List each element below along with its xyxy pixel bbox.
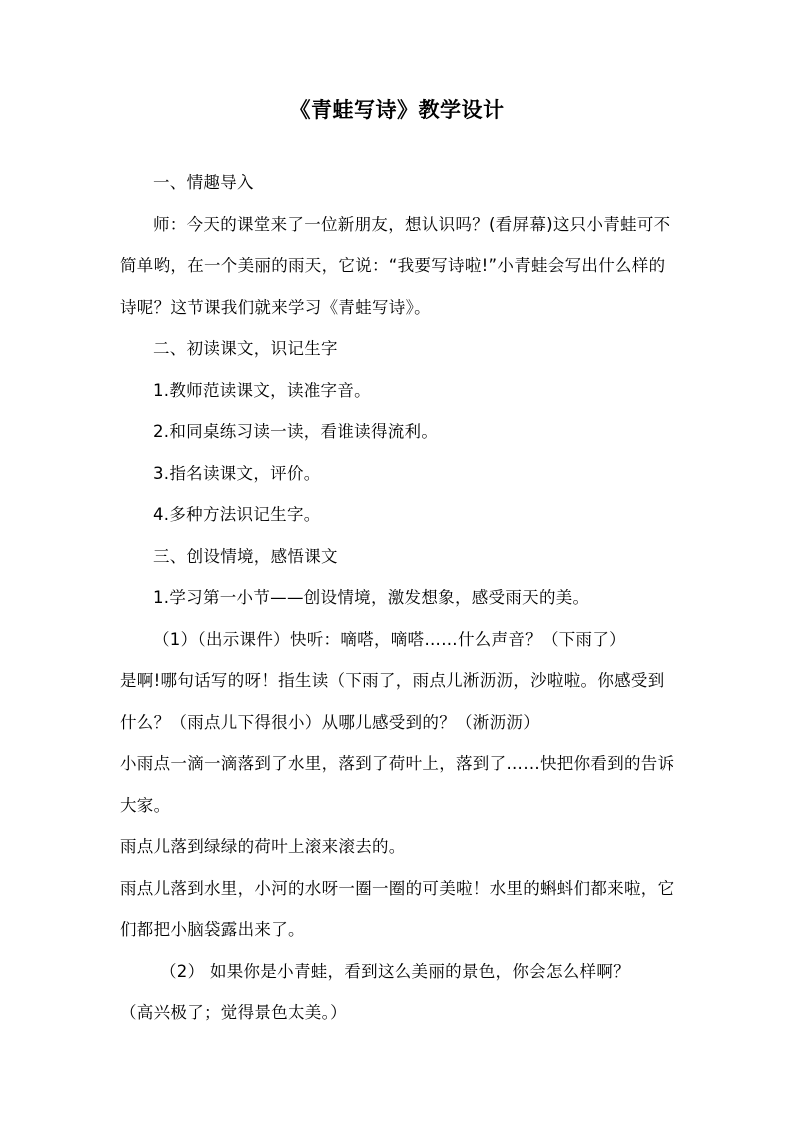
list-item-1: 1.教师范读课文，读准字音。 xyxy=(153,380,371,400)
document-body xyxy=(120,162,676,1034)
list-item-4: 4.多种方法识记生字。 xyxy=(153,505,321,524)
paragraph-reading-response: 是啊!哪句话写的呀！指生读（下雨了，雨点儿淅沥沥，沙啦啦。你感受到什么？（雨点儿下得很小）从哪儿感受到的？（淅沥沥） xyxy=(120,671,665,732)
section-heading-intro: 一、情趣导入 xyxy=(153,173,254,192)
paragraph-teacher-intro: 师：今天的课堂来了一位新朋友，想认识吗？(看屏幕)这只小青蛙可不简单哟，在一个美丽的雨天，它说：“我要写诗啦!”小青蛙会写出什么样的诗呢？这节课我们就来学习《青蛙写诗》。 xyxy=(120,214,671,317)
section-heading-first-reading: 二、初读课文，识记生字 xyxy=(153,339,338,358)
list-item-study-section-1: 1.学习第一小节——创设情境，激发想象，感受雨天的美。 xyxy=(153,588,590,607)
list-item-2: 2.和同桌练习读一读，看谁读得流利。 xyxy=(153,422,439,441)
paragraph-raindrops-3: 雨点儿落到水里，小河的水呀一圈一圈的可美啦！水里的蝌蚪们都来啦，它们都把小脑袋露出来了。 xyxy=(120,878,675,939)
paragraph-step-2: （2） 如果你是小青蛙，看到这么美丽的景色，你会怎么样啊？ xyxy=(160,961,630,981)
paragraph-step-2-answer: （高兴极了；觉得景色太美。） xyxy=(120,1003,347,1022)
paragraph-raindrops-2: 雨点儿落到绿绿的荷叶上滚来滚去的。 xyxy=(120,837,406,856)
paragraph-raindrops-1: 小雨点一滴一滴落到了水里，落到了荷叶上，落到了……快把你看到的告诉大家。 xyxy=(120,754,675,815)
section-heading-context: 三、创设情境，感悟课文 xyxy=(153,546,338,566)
list-item-3: 3.指名读课文，评价。 xyxy=(153,463,321,483)
document-title: 《青蛙写诗》教学设计 xyxy=(289,97,505,122)
paragraph-step-1: （1）（出示课件）快听：嘀嗒，嘀嗒……什么声音？（下雨了） xyxy=(153,629,626,649)
